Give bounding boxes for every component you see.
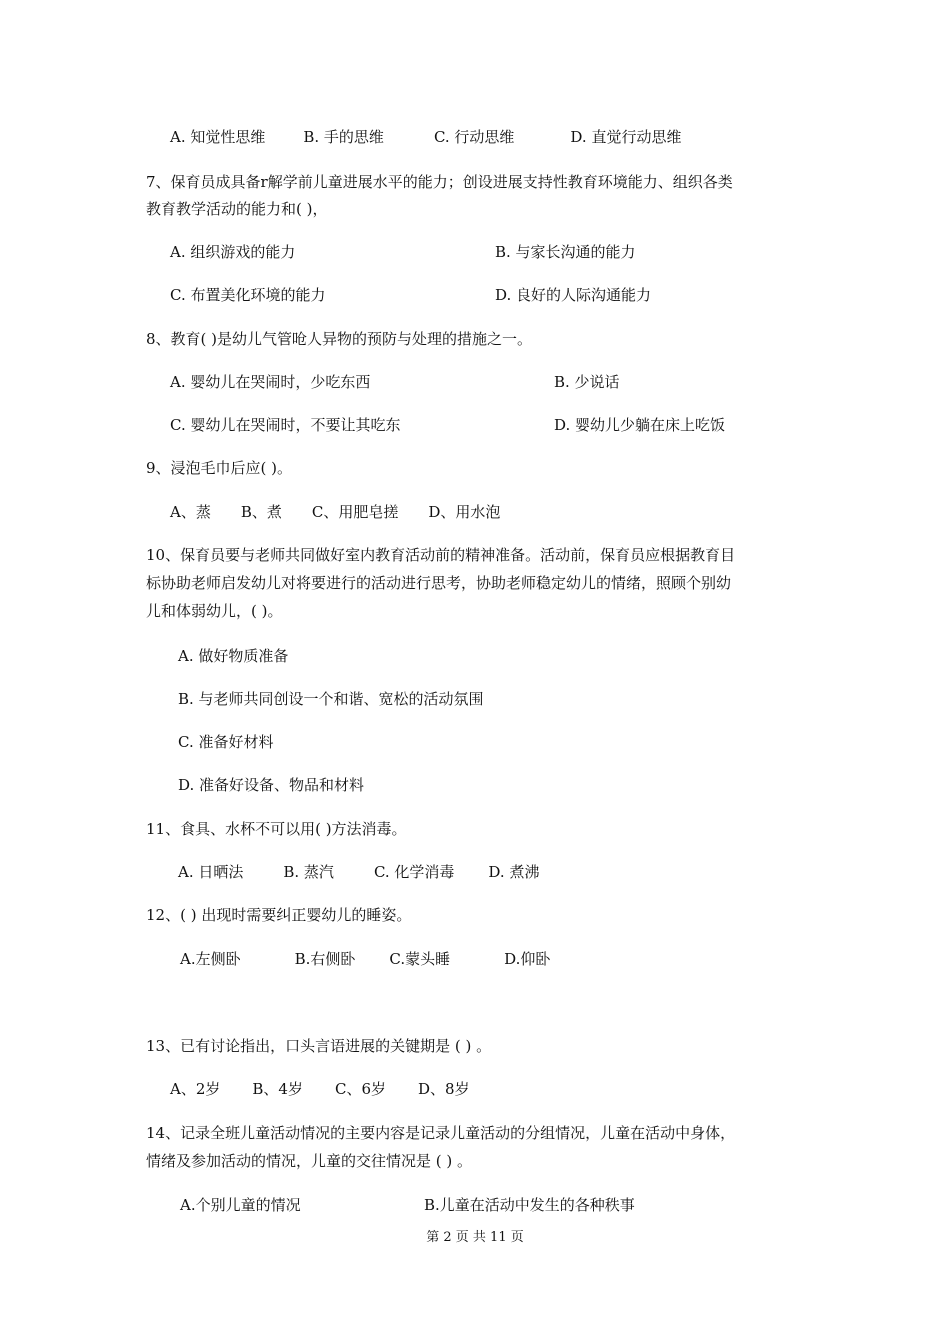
- q9-option-a: A、蒸: [170, 503, 211, 521]
- q6-option-d: D. 直觉行动思维: [570, 128, 682, 146]
- q10-option-c: C. 准备好材料: [178, 733, 274, 751]
- q7-option-d: D. 良好的人际沟通能力: [495, 286, 652, 304]
- q14-text-line2: 情绪及参加活动的情况，儿童的交往情况是 ( ) 。: [146, 1152, 473, 1170]
- q10-text-line2: 标协助老师启发幼儿对将要进行的活动进行思考，协助老师稳定幼儿的情绪，照顾个别幼: [146, 574, 732, 592]
- q13-option-d: D、8岁: [418, 1080, 470, 1098]
- q13-option-c: C、6岁: [334, 1080, 386, 1098]
- q12-option-d: D.仰卧: [504, 950, 551, 968]
- q11-option-d: D. 煮沸: [488, 863, 540, 881]
- q11-option-b: B. 蒸汽: [283, 863, 334, 881]
- q9-option-d: D、用水泡: [428, 503, 501, 521]
- q12-options: [180, 949, 550, 969]
- q8-option-d: D. 婴幼儿少躺在床上吃饭: [554, 416, 726, 434]
- q13-option-b: B、4岁: [252, 1080, 303, 1098]
- page-number: 第 2 页 共 11 页: [426, 1230, 524, 1245]
- q9-option-b: B、煮: [240, 503, 282, 521]
- q6-option-b: B. 手的思维: [303, 128, 384, 146]
- q9-option-c: C、用肥皂搓: [311, 503, 399, 521]
- q6-option-c: C. 行动思维: [433, 128, 515, 146]
- q8-option-a: A. 婴幼儿在哭闹时，少吃东西: [170, 373, 371, 391]
- q7-option-a: A. 组织游戏的能力: [170, 243, 296, 261]
- q13-option-a: A、2岁: [170, 1080, 221, 1098]
- q9-text: 9、浸泡毛巾后应( )。: [146, 459, 293, 477]
- q12-option-a: A.左侧卧: [180, 950, 241, 968]
- q9-options: [170, 502, 500, 522]
- q14-option-a: A.个别儿童的情况: [180, 1196, 301, 1214]
- q13-text: 13、已有讨论指出，口头言语进展的关键期是 ( ) 。: [146, 1037, 492, 1055]
- q10-option-a: A. 做好物质准备: [178, 647, 289, 665]
- q6-options: [170, 127, 681, 147]
- q6-option-a: A. 知觉性思维: [170, 128, 266, 146]
- q14-option-b: B.儿童在活动中发生的各种秩事: [424, 1196, 635, 1214]
- q12-option-c: C.蒙头睡: [389, 950, 451, 968]
- q12-text: 12、( ) 出现时需要纠正婴幼儿的睡姿。: [146, 906, 412, 924]
- q11-option-a: A. 日晒法: [178, 863, 244, 881]
- q7-text-line2: 教育教学活动的能力和( )，: [146, 200, 328, 218]
- q7-option-c: C. 布置美化环境的能力: [170, 286, 326, 304]
- q7-text-line1: 7、保育员成具备r解学前儿童进展水平的能力；创设进展支持性教育环境能力、组织各类: [146, 173, 733, 191]
- q7-option-b: B. 与家长沟通的能力: [495, 243, 636, 261]
- q11-text: 11、食具、水杯不可以用( )方法消毒。: [146, 820, 407, 838]
- q10-text-line3: 儿和体弱幼儿，( )。: [146, 602, 283, 620]
- q11-options: [178, 862, 539, 882]
- q14-text-line1: 14、记录全班儿童活动情况的主要内容是记录儿童活动的分组情况，儿童在活动中身体，: [146, 1124, 736, 1142]
- q8-text: 8、教育( )是幼儿气管呛人异物的预防与处理的措施之一。: [146, 330, 533, 348]
- q8-option-b: B. 少说话: [554, 373, 620, 391]
- q10-text-line1: 10、保育员要与老师共同做好室内教育活动前的精神准备。活动前，保育员应根据教育目: [146, 546, 736, 564]
- q13-options: [170, 1079, 470, 1099]
- q12-option-b: B.右侧卧: [294, 950, 356, 968]
- q8-option-c: C. 婴幼儿在哭闹时，不要让其吃东: [170, 416, 401, 434]
- q10-option-b: B. 与老师共同创设一个和谐、宽松的活动氛围: [178, 690, 484, 708]
- q10-option-d: D. 准备好设备、物品和材料: [178, 776, 365, 794]
- q11-option-c: C. 化学消毒: [373, 863, 455, 881]
